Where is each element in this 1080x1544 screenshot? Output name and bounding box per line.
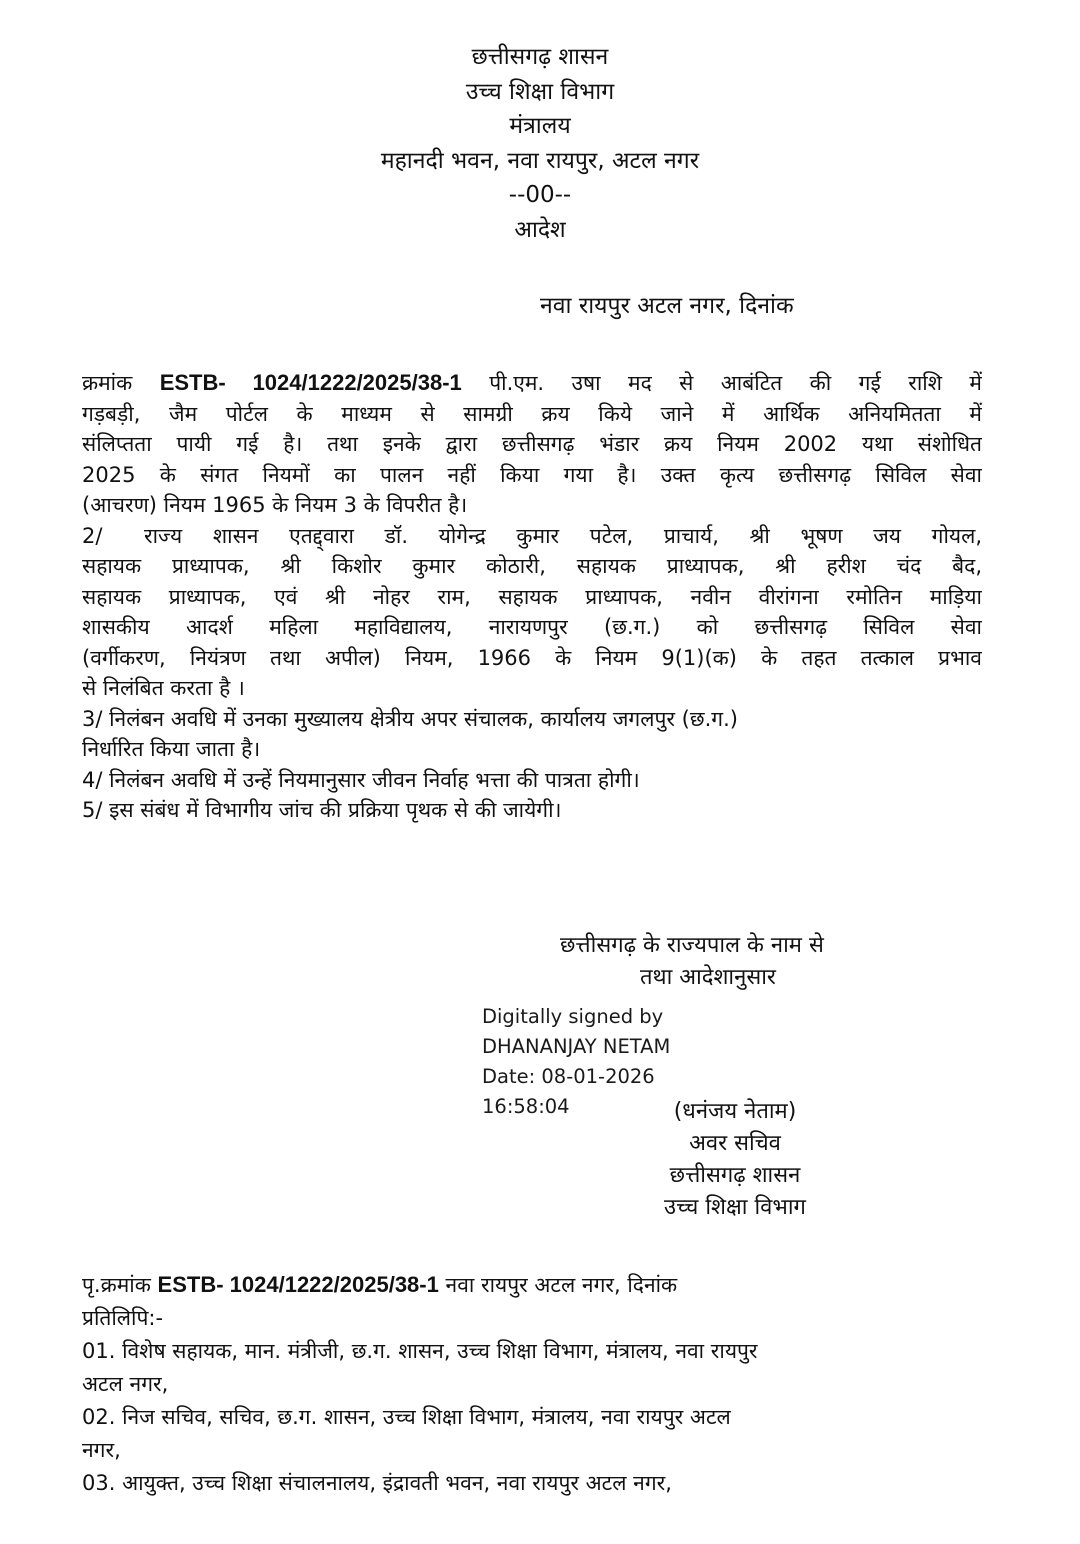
officer-designation: अवर सचिव — [689, 1131, 781, 1156]
order-para1-text: पी.एम. उषा मद से आबंटित की गई राशि में — [489, 371, 982, 395]
digital-sign-line-4: 16:58:04 — [482, 1095, 570, 1118]
authority-line-1: छत्तीसगढ़ के राज्यपाल के नाम से — [560, 933, 824, 958]
para2-number: 2/ — [82, 523, 103, 548]
order-para1-line: गड़बड़ी, जैम पोर्टल के माध्यम से सामग्री क्रय किये जाने में आर्थिक अनियमितता में — [82, 401, 982, 426]
order-para1-line: 2025 के संगत नियमों का पालन नहीं किया गया है। उक्त कृत्य छत्तीसगढ़ सिविल सेवा — [82, 462, 982, 487]
copy-label: प्रतिलिपि:- — [82, 1306, 164, 1330]
copy-item: 02. निज सचिव, सचिव, छ.ग. शासन, उच्च शिक्षा विभाग, मंत्रालय, नवा रायपुर अटल — [82, 1405, 731, 1429]
digital-sign-line-2: DHANANJAY NETAM — [482, 1035, 671, 1058]
document-type: आदेश — [514, 216, 566, 243]
order-para4: 4/ निलंबन अवधि में उन्हें नियमानुसार जीवन निर्वाह भत्ता की पात्रता होगी। — [82, 767, 640, 792]
order-para3-line: 3/ निलंबन अवधि में उनका मुख्यालय क्षेत्रीय अपर संचालक, कार्यालय जगलपुर (छ.ग.) — [82, 706, 738, 731]
signing-authority — [560, 930, 824, 994]
endorsement-ref-number: ESTB- 1024/1222/2025/38-1 — [157, 1272, 439, 1297]
order-ref-number: ESTB- 1024/1222/2025/38-1 — [159, 370, 462, 395]
order-para1-line: संलिप्तता पायी गई है। तथा इनके द्वारा छत्तीसगढ़ भंडार क्रय नियम 2002 यथा संशोधित — [82, 432, 982, 456]
ministry-name: मंत्रालय — [509, 113, 571, 139]
copy-item-cont: अटल नगर, — [82, 1372, 169, 1396]
copy-item: 01. विशेष सहायक, मान. मंत्रीजी, छ.ग. शासन, उच्च शिक्षा विभाग, मंत्रालय, नवा रायपुर — [82, 1339, 758, 1363]
endorsement-ref-label: पृ.क्रमांक — [82, 1273, 151, 1297]
order-para2-line: (वर्गीकरण, नियंत्रण तथा अपील) नियम, 1966 के नियम 9(1)(क) के तहत तत्काल प्रभाव — [82, 645, 982, 670]
order-para2-line: सहायक प्राध्यापक, एवं श्री नोहर राम, सहायक प्राध्यापक, नवीन वीरांगना रमोतिन माड़िया — [82, 584, 982, 609]
digital-sign-line-3: Date: 08-01-2026 — [482, 1065, 655, 1088]
order-para1-line — [82, 368, 982, 399]
endorsement-place-date: नवा रायपुर अटल नगर, दिनांक — [445, 1273, 678, 1297]
authority-line-2: तथा आदेशानुसार — [640, 965, 776, 990]
officer-government: छत्तीसगढ़ शासन — [669, 1163, 801, 1188]
order-para2-line: से निलंबित करता है । — [82, 676, 245, 700]
place-date: नवा रायपुर अटल नगर, दिनांक — [540, 293, 794, 319]
order-ref-label: क्रमांक — [82, 371, 133, 395]
order-para3-line: निर्धारित किया जाता है। — [82, 737, 261, 761]
copy-item: 03. आयुक्त, उच्च शिक्षा संचालनालय, इंद्रावती भवन, नवा रायपुर अटल नगर, — [82, 1471, 672, 1495]
order-para2-text: राज्य शासन एतद्द्वारा डॉ. योगेन्द्र कुमार पटेल, प्राचार्य, श्री भूषण जय गोयल, — [144, 523, 982, 548]
order-para2-line — [82, 521, 982, 552]
copy-item-cont: नगर, — [82, 1438, 121, 1462]
order-para1-line: (आचरण) नियम 1965 के नियम 3 के विपरीत है। — [82, 493, 468, 517]
header-separator: --00-- — [508, 182, 572, 208]
order-body — [82, 368, 982, 826]
endorsement-section — [82, 1268, 1002, 1500]
order-para2-line: शासकीय आदर्श महिला महाविद्यालय, नारायणपुर (छ.ग.) को छत्तीसगढ़ सिविल सेवा — [82, 615, 982, 639]
letterhead — [0, 40, 1080, 247]
government-name: छत्तीसगढ़ शासन — [471, 44, 609, 70]
order-para2-line: सहायक प्राध्यापक, श्री किशोर कुमार कोठारी, सहायक प्राध्यापक, श्री हरीश चंद बैद, — [82, 554, 982, 578]
office-address: महानदी भवन, नवा रायपुर, अटल नगर — [380, 147, 700, 174]
department-name: उच्च शिक्षा विभाग — [465, 78, 615, 105]
officer-name: (धनंजय नेताम) — [673, 1099, 797, 1124]
order-para5: 5/ इस संबंध में विभागीय जांच की प्रक्रिया पृथक से की जायेगी। — [82, 798, 562, 822]
digital-sign-line-1: Digitally signed by — [482, 1005, 664, 1028]
officer-department: उच्च शिक्षा विभाग — [664, 1195, 806, 1220]
signing-officer — [620, 1096, 850, 1224]
endorsement-ref-line — [82, 1268, 1002, 1302]
